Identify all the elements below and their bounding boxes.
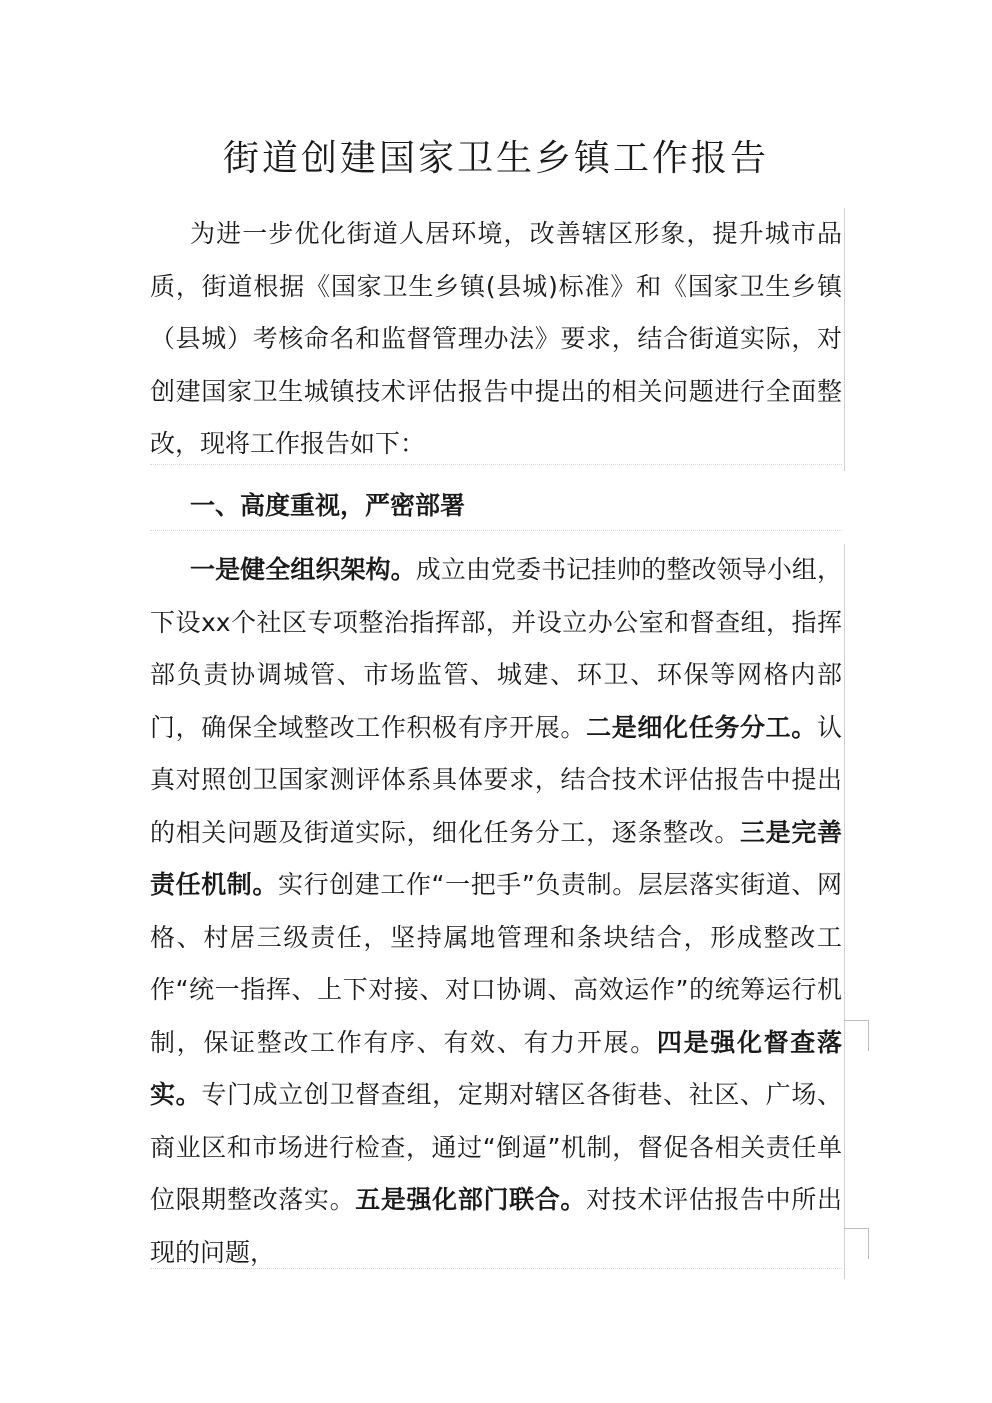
page-bottom-divider [150,1268,842,1269]
document-title: 街道创建国家卫生乡镇工作报告 [222,138,769,179]
item-lead: 二是细化任务分工。 [586,712,817,742]
paragraph-divider [150,464,842,465]
item-text: 实行创建工作“一把手”负责制。层层落实街道、网格、村居三级责任，坚持属地管理和条块结合，形成整改工作“统一指挥、上下对接、对口协调、高效运作”的统筹运行机制，保证整改工作有序、有效、有力开展。 [150,870,842,1057]
section-heading: 一、高度重视，严密部署 [190,491,466,520]
paragraph-divider [150,530,842,531]
item-lead: 一是健全组织架构。 [190,555,416,584]
margin-mark [844,1020,869,1051]
intro-paragraph: 为进一步优化街道人居环境，改善辖区形象，提升城市品质，街道根据《国家卫生乡镇(县城)标准》和《国家卫生乡镇（县城）考核命名和监督管理办法》要求，结合街道实际，对创建国家卫生城镇技术评估报告中提出的相关问题进行全面整改，现将工作报告如下： [150,208,845,471]
item-lead: 四是强化督查落实。 [150,1027,842,1109]
item-text: 成立由党委书记挂帅的整改领导小组，下设xx个社区专项整治指挥部，并设立办公室和督查组，指挥部负责协调城管、市场监管、城建、环卫、环保等网格内部门，确保全域整改工作积极有序开展。 [150,555,842,742]
margin-mark [844,1228,869,1259]
item-lead: 五是强化部门联合。 [355,1185,587,1214]
section-body-paragraph [150,544,845,1279]
item-text: 对技术评估报告中所出现的问题， [150,1185,842,1267]
item-text: 专门成立创卫督查组，定期对辖区各街巷、社区、广场、商业区和市场进行检查，通过“倒逼”机制，督促各相关责任单位限期整改落实。 [150,1080,842,1214]
item-text: 认真对照创卫国家测评体系具体要求，结合技术评估报告中提出的相关问题及街道实际，细化任务分工，逐条整改。 [150,712,842,847]
item-lead: 三是完善责任机制。 [150,817,842,899]
